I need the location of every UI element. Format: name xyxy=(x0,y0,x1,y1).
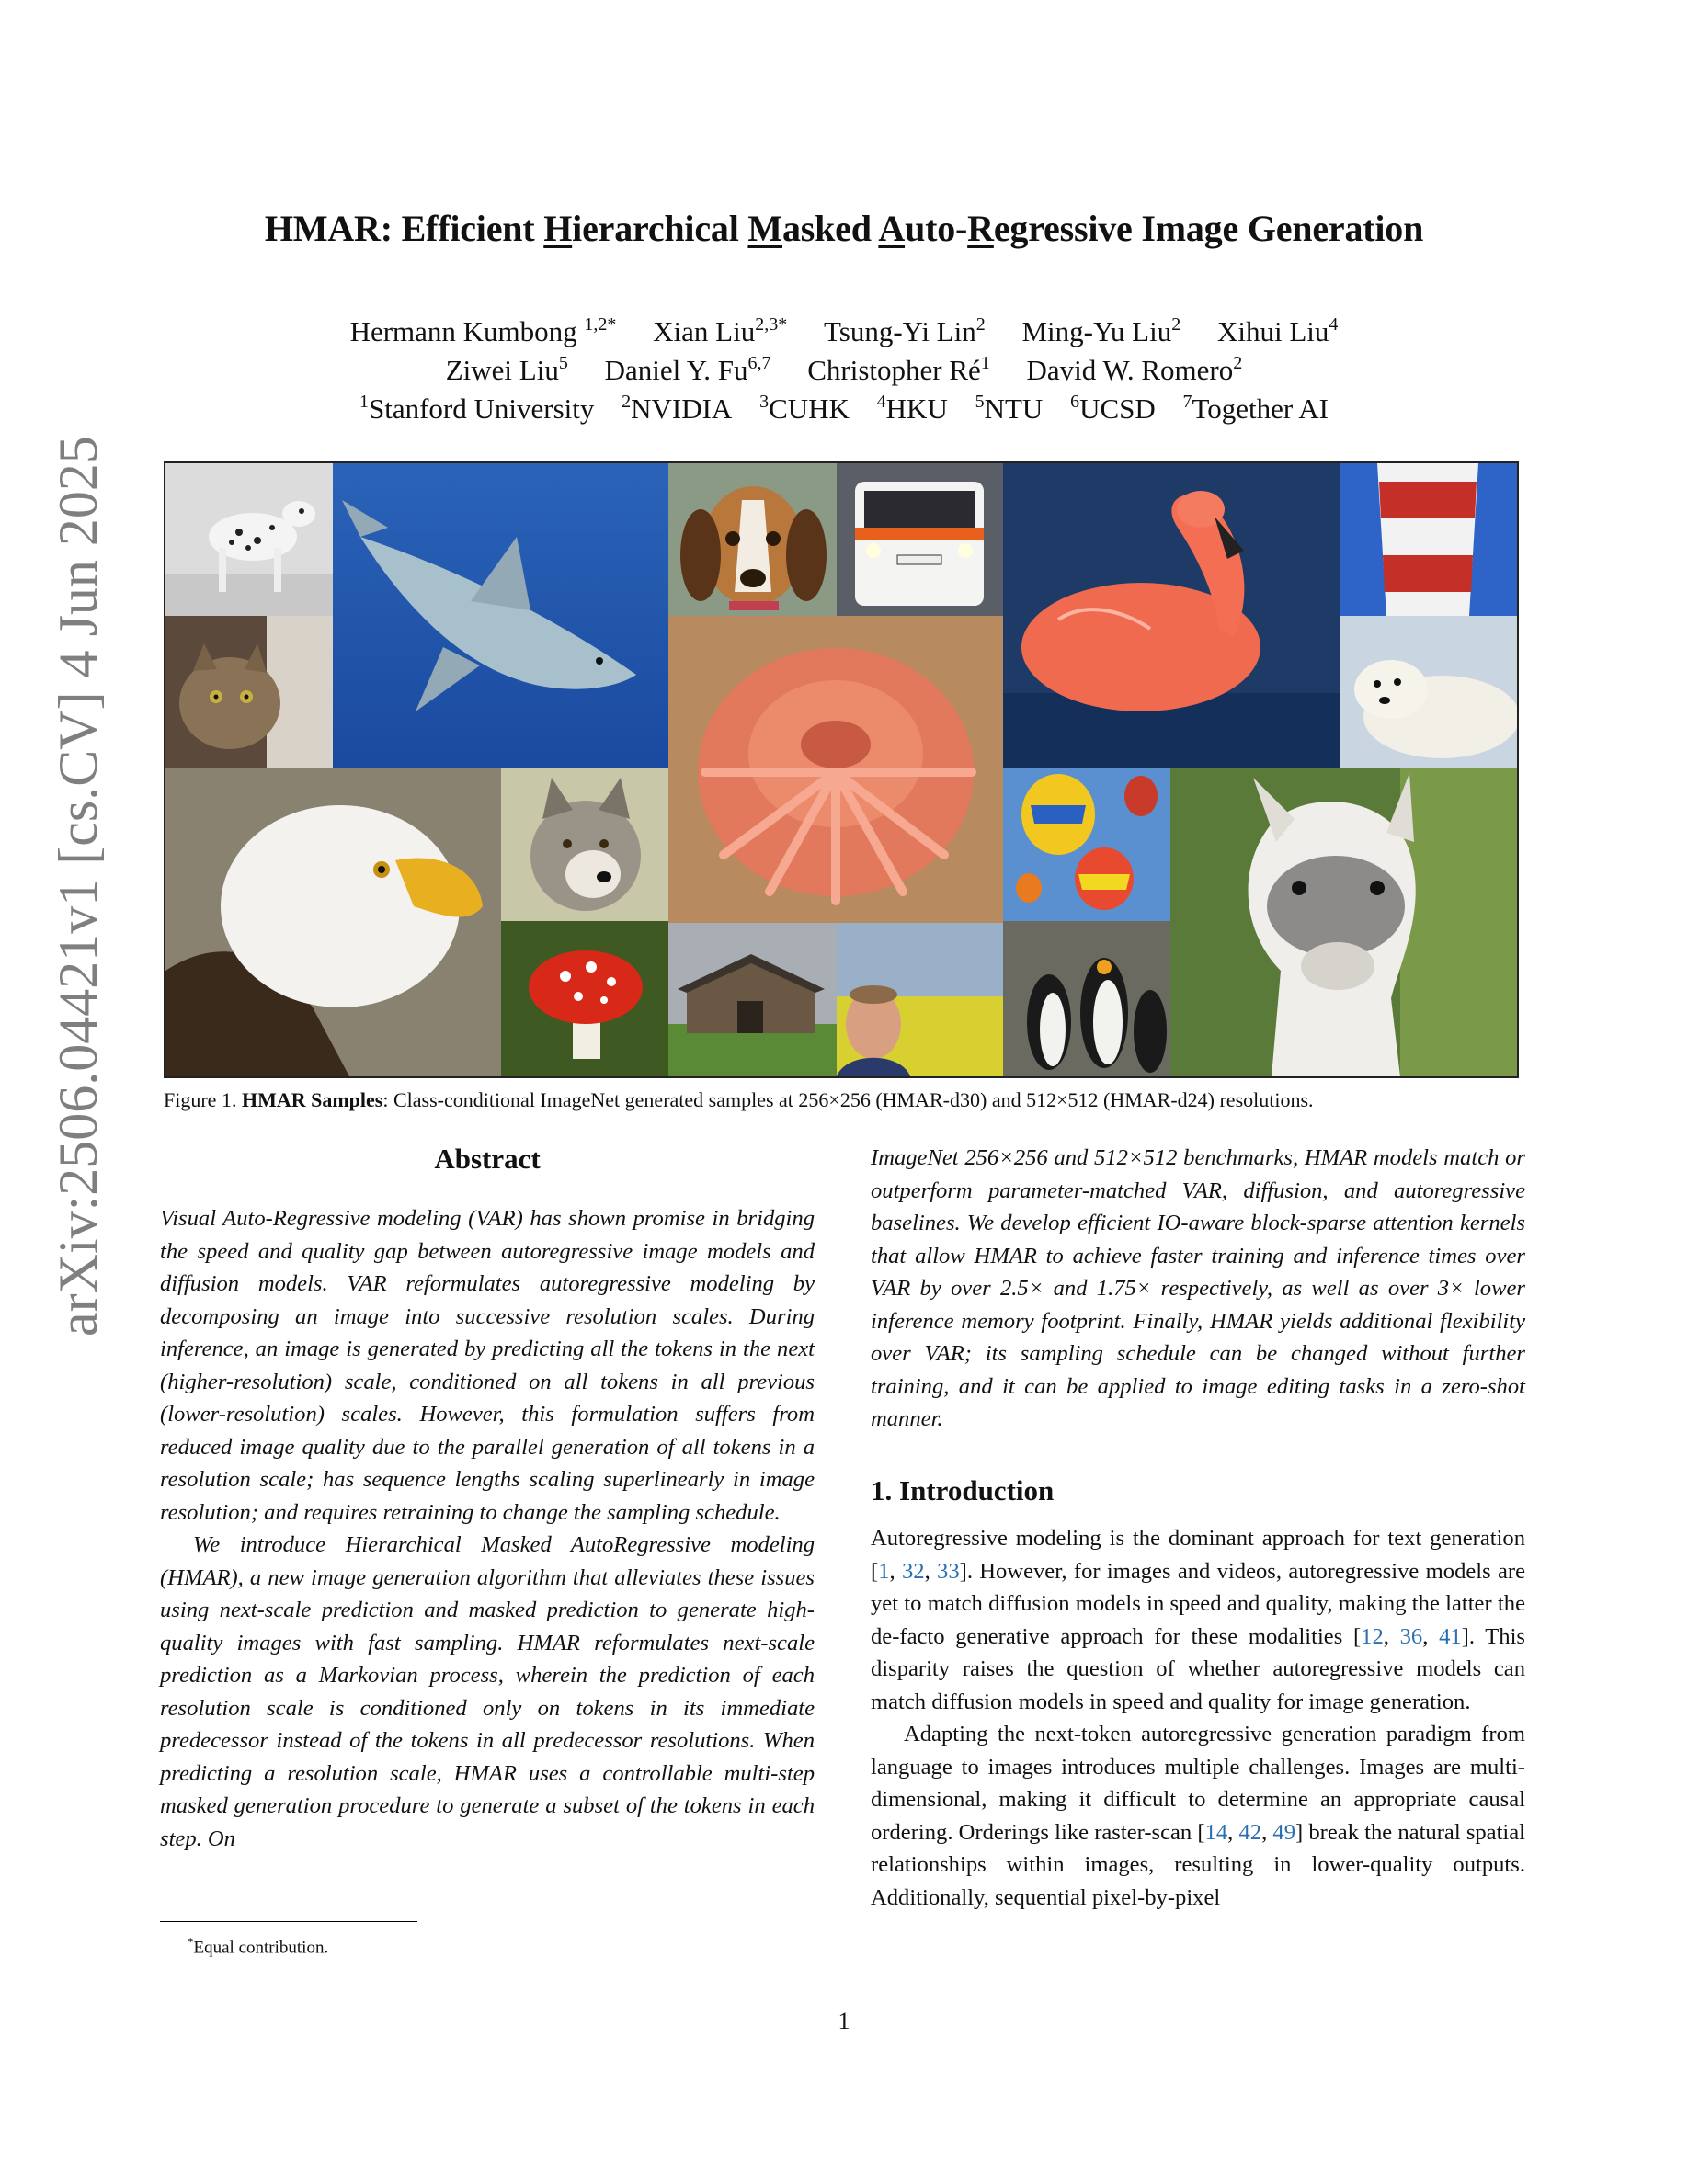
affiliation xyxy=(1070,390,1156,428)
title-initial-m: M xyxy=(747,208,782,249)
affiliation-sup: 5 xyxy=(975,392,985,412)
author xyxy=(824,313,986,351)
title-initial-h: H xyxy=(543,208,573,249)
shark-image xyxy=(333,463,668,768)
intro-text: ]. However, for images and videos, autoregressive models are yet to match diffusion models in speed and quality, making the latter the de-facto generative approach for these modalities [ xyxy=(871,1558,1526,1649)
affiliation-name: HKU xyxy=(885,392,948,425)
citation-link[interactable]: 1 xyxy=(878,1558,890,1584)
author-name: Christopher Ré xyxy=(807,354,981,386)
citation-link[interactable]: 36 xyxy=(1399,1623,1423,1649)
affiliation xyxy=(1183,390,1329,428)
affiliation-sup: 2 xyxy=(622,392,632,412)
abstract-paragraph-2: We introduce Hierarchical Masked AutoRegressive modeling (HMAR), a new image generation algorithm that alleviates these issues using next-scale prediction and masked prediction to generate high-quality images with fast sampling. HMAR reformulates next-scale prediction as a Markovian process, wherein the prediction of each resolution scale is conditioned only on tokens in its immediate predecessor instead of the tokens in all predecessor resolutions. When predicting a resolution scale, HMAR uses a controllable multi-step masked generation procedure to generate a subset of the tokens in each step. On xyxy=(160,1532,815,1851)
author-sup: 2 xyxy=(1233,353,1243,373)
author-block xyxy=(156,313,1532,428)
affiliation-sup: 7 xyxy=(1182,392,1192,412)
citation-link[interactable]: 41 xyxy=(1439,1623,1462,1649)
affiliation-name: Stanford University xyxy=(368,392,595,425)
author xyxy=(807,351,990,390)
author-sup: 6,7 xyxy=(747,353,771,373)
caption-text: : Class-conditional ImageNet generated samples at 256×256 (HMAR-d30) and 512×512 (HMAR-d24) resolutions. xyxy=(382,1088,1314,1111)
affiliation-name: NTU xyxy=(984,392,1044,425)
affiliation-name: UCSD xyxy=(1079,392,1156,425)
author-sup: 2 xyxy=(975,314,986,335)
author xyxy=(1217,313,1338,351)
author-name: Ziwei Liu xyxy=(445,354,559,386)
affiliation xyxy=(877,390,948,428)
affiliation-sup: 3 xyxy=(759,392,770,412)
polar-bear-image xyxy=(1340,616,1517,768)
author-name: Daniel Y. Fu xyxy=(604,354,748,386)
author xyxy=(653,313,787,351)
caption-bold: HMAR Samples xyxy=(241,1088,383,1111)
man-in-rapeseed-field-image xyxy=(837,923,1003,1076)
affiliation-sup: 1 xyxy=(359,392,369,412)
sample-image-mosaic xyxy=(164,461,1519,1078)
citation-link[interactable]: 32 xyxy=(901,1558,925,1584)
lighthouse-image xyxy=(1340,463,1517,616)
author-name: Xian Liu xyxy=(653,315,756,347)
author-name: Xihui Liu xyxy=(1216,315,1329,347)
caption-label: Figure 1. xyxy=(164,1088,237,1111)
author-name: Tsung-Yi Lin xyxy=(823,315,976,347)
ambulance-image xyxy=(837,463,1003,616)
affiliations xyxy=(156,390,1532,428)
flamingo-image xyxy=(1003,463,1340,768)
hot-air-balloons-image xyxy=(1003,768,1170,921)
citation-link[interactable]: 49 xyxy=(1272,1819,1296,1845)
author xyxy=(350,313,617,351)
affiliation-sup: 4 xyxy=(876,392,886,412)
title-initial-r: R xyxy=(967,208,994,249)
intro-paragraph-2: Adapting the next-token autoregressive generation paradigm from language to images introduces multiple challenges. Images are multi-dimensional, making it difficult to determine an appropriate causal ordering. Orderings like raster-scan [14, 42, 49] break the natural spatial relationships within images, resulting in lower-quality outputs. Additionally, sequential pixel-by-pixel xyxy=(871,1722,1526,1910)
penguins-image xyxy=(1003,921,1170,1076)
beagle-image xyxy=(668,463,837,616)
tabby-cat-image xyxy=(165,616,333,768)
sea-anemone-image xyxy=(668,616,1003,923)
title-part: uto- xyxy=(905,208,968,249)
intro-text: Adapting the next-token autoregressive generation paradigm from language to images introduces multiple challenges. Images are multi-dimensional, making it difficult to determine an appropriate causal ordering. Orderings like raster-scan [ xyxy=(871,1722,1525,1845)
title-part: asked xyxy=(781,208,879,249)
figure-caption xyxy=(164,1086,1524,1114)
abstract-paragraph-3: ImageNet 256×256 and 512×512 benchmarks, HMAR models match or outperform parameter-matched VAR, diffusion, and autoregressive baselines. We develop efficient IO-aware block-sparse attention kernels that allow HMAR to achieve faster training and inference times over VAR by over 2.5× and 1.75× respectively, as well as over 3× lower inference memory footprint. Finally, HMAR yields additional flexibility over VAR; its sampling schedule can be changed without further training, and it can be applied to image editing tasks in a zero-shot manner. xyxy=(871,1145,1525,1431)
llama-image xyxy=(1170,768,1517,1076)
abstract-heading: Abstract xyxy=(434,1143,541,1175)
affiliation xyxy=(759,390,850,428)
introduction-column xyxy=(871,1522,1525,1914)
abstract-left-column xyxy=(160,1202,815,1855)
author-sup: 2,3* xyxy=(755,314,788,335)
author-row-1 xyxy=(156,313,1532,351)
intro-paragraph-1: Autoregressive modeling is the dominant approach for text generation [1, 32, 33]. However, for images and videos, autoregressive models are yet to match diffusion models in speed and quality, making the latter the de-facto generative approach for these modalities [12, 36, 41]. This disparity raises the question of whether autoregressive models can match diffusion models in speed and quality for image generation. xyxy=(871,1526,1526,1714)
intro-text: ]. This disparity raises the question of whether autoregressive models can match diffusion models in speed and quality for image generation. xyxy=(871,1623,1525,1714)
footnote-mark: * xyxy=(188,1935,194,1949)
dalmatian-image xyxy=(165,463,333,616)
footnote-rule xyxy=(160,1921,417,1922)
footnote xyxy=(188,1930,328,1960)
author-sup: 1,2* xyxy=(584,314,617,335)
author-name: Hermann Kumbong xyxy=(349,315,585,347)
affiliation-name: NVIDIA xyxy=(631,392,733,425)
author xyxy=(1027,351,1243,390)
arxiv-identifier: arXiv:2506.04421v1 [cs.CV] 4 Jun 2025 xyxy=(48,436,108,1337)
title-part: ierarchical xyxy=(572,208,748,249)
introduction-heading: 1. Introduction xyxy=(871,1474,1055,1507)
author xyxy=(1021,313,1180,351)
author xyxy=(605,351,771,390)
footnote-text: Equal contribution. xyxy=(193,1938,329,1958)
author-sup: 2 xyxy=(1171,314,1181,335)
author-name: David W. Romero xyxy=(1026,354,1234,386)
title-part: HMAR: Efficient xyxy=(264,208,544,249)
affiliation-name: Together AI xyxy=(1192,392,1329,425)
abstract-paragraph-1: Visual Auto-Regressive modeling (VAR) has shown promise in bridging the speed and quality gap between autoregressive image models and diffusion models. VAR reformulates autoregressive modeling by decomposing an image into successive resolution scales. During inference, an image is generated by predicting all the tokens in the next (higher-resolution) scale, conditioned on all tokens in all previous (lower-resolution) scales. However, this formulation suffers from reduced image quality due to the parallel generation of all tokens in a resolution scale; has sequence lengths scaling superlinearly in image resolution; and requires retraining to change the sampling schedule. xyxy=(160,1206,815,1525)
affiliation xyxy=(975,390,1044,428)
page-number: 1 xyxy=(838,2008,850,2034)
citation-link[interactable]: 33 xyxy=(937,1558,960,1584)
affiliation xyxy=(359,390,594,428)
intro-text: ] break the natural spatial relationships within images, resulting in lower-quality outputs. Additionally, sequential pixel-by-pixel xyxy=(871,1819,1526,1910)
intro-text: Autoregressive modeling is the dominant approach for text generation [ xyxy=(871,1526,1525,1584)
abstract-right-column xyxy=(871,1142,1525,1436)
bald-eagle-image xyxy=(165,768,501,1076)
author-sup: 4 xyxy=(1329,314,1339,335)
citation-link[interactable]: 42 xyxy=(1238,1819,1262,1845)
affiliation-name: CUHK xyxy=(769,392,850,425)
author-sup: 1 xyxy=(980,353,990,373)
citation-link[interactable]: 12 xyxy=(1361,1623,1384,1649)
author-name: Ming-Yu Liu xyxy=(1021,315,1172,347)
author-sup: 5 xyxy=(558,353,568,373)
affiliation xyxy=(622,390,732,428)
citation-link[interactable]: 14 xyxy=(1204,1819,1228,1845)
affiliation-sup: 6 xyxy=(1070,392,1080,412)
fly-agaric-mushroom-image xyxy=(501,921,668,1076)
paper-title xyxy=(156,206,1532,252)
wolf-image xyxy=(501,768,668,921)
title-part: egressive Image Generation xyxy=(993,208,1424,249)
title-initial-a: A xyxy=(878,208,906,249)
author-row-2 xyxy=(156,351,1532,390)
author xyxy=(446,351,568,390)
barn-image xyxy=(668,923,837,1076)
